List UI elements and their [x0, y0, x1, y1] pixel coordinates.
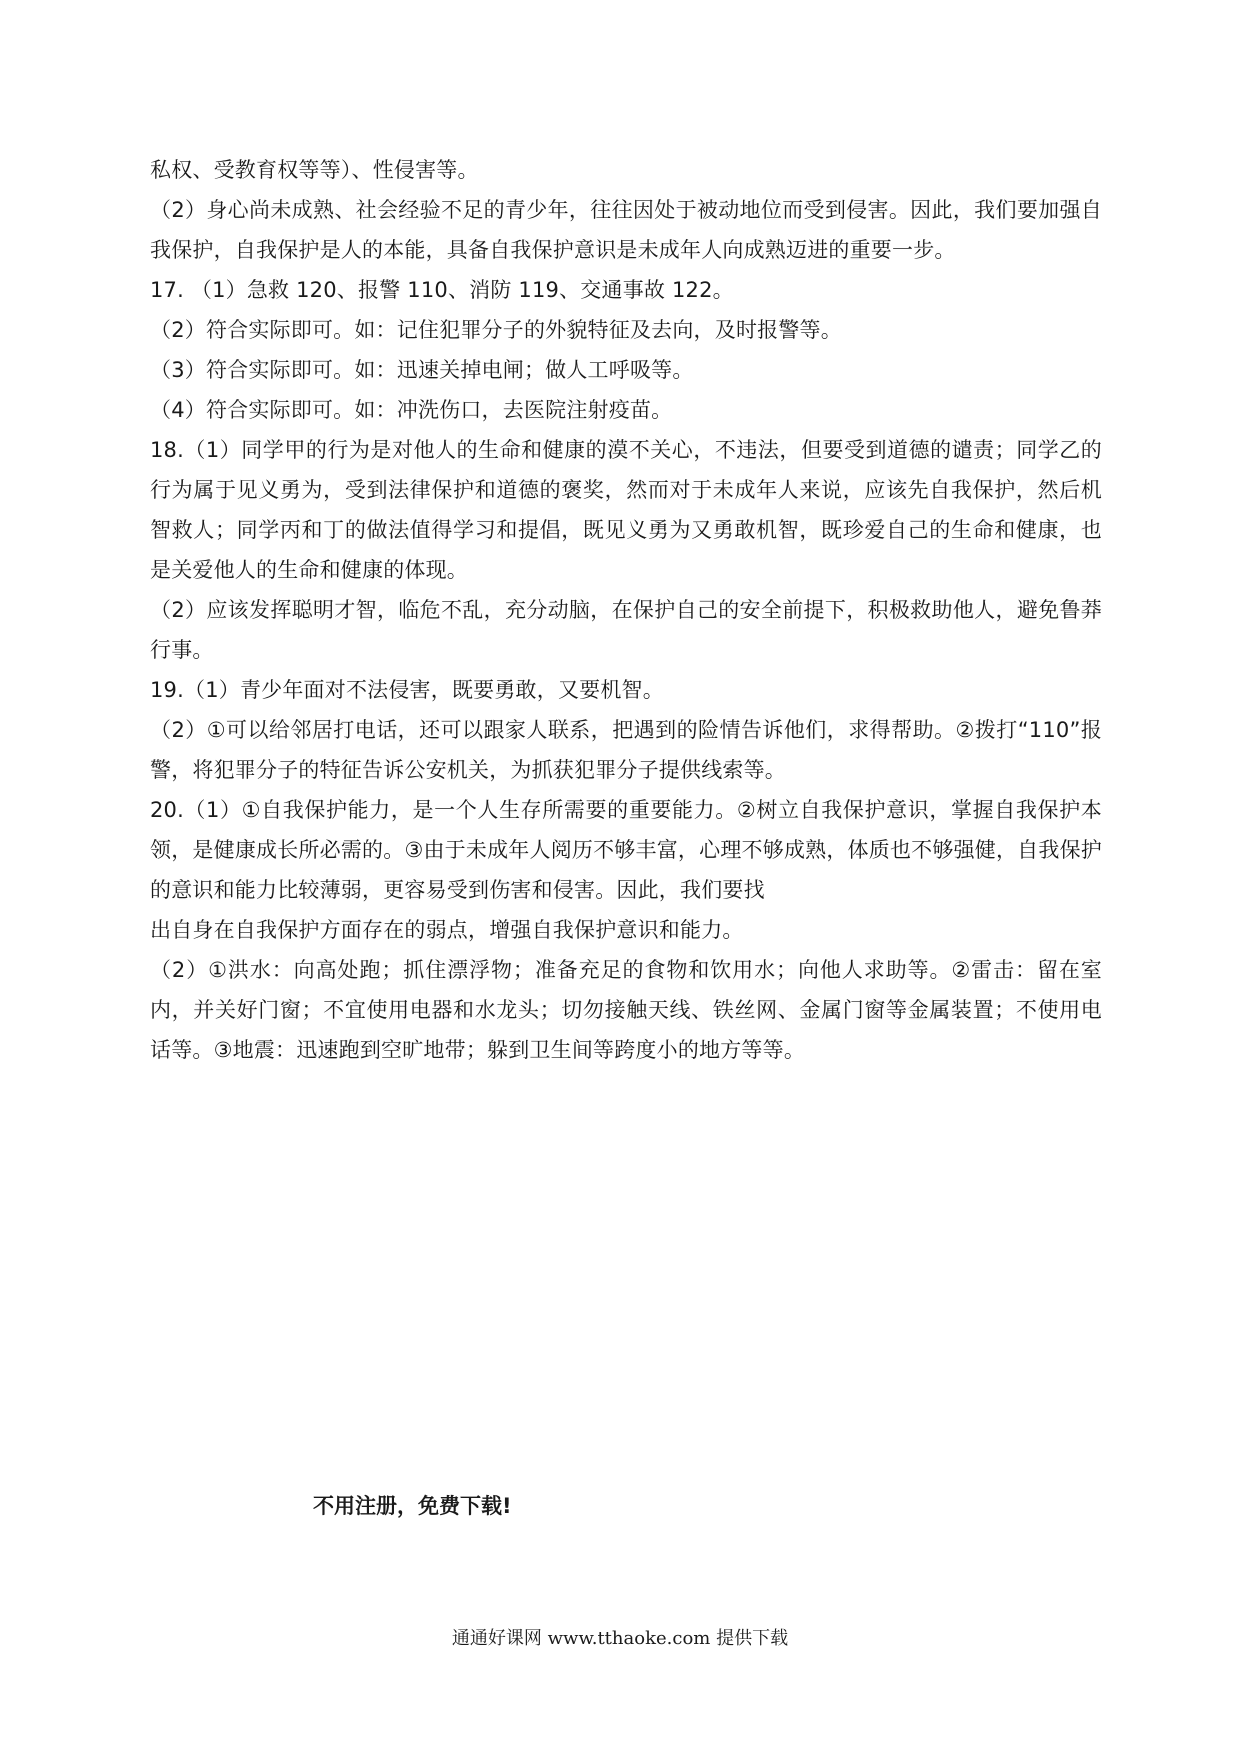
promo-text: 不用注册，免费下载! — [313, 1494, 512, 1518]
paragraph-q18-2: （2）应该发挥聪明才智，临危不乱，充分动脑，在保护自己的安全前提下，积极救助他人，避免鲁莽行事。 — [150, 598, 1102, 662]
paragraph-q17-1: 17. （1）急救 120、报警 110、消防 119、交通事故 122。 — [150, 278, 734, 302]
paragraph-q17-3: （3）符合实际即可。如：迅速关掉电闸；做人工呼吸等。 — [150, 358, 694, 382]
paragraph-self-protection: （2）身心尚未成熟、社会经验不足的青少年，往往因处于被动地位而受到侵害。因此，我们要加强自我保护，自我保护是人的本能，具备自我保护意识是未成年人向成熟迈进的重要一步。 — [150, 198, 1102, 262]
paragraph-q17-2: （2）符合实际即可。如：记住犯罪分子的外貌特征及去向，及时报警等。 — [150, 318, 842, 342]
paragraph-privacy-rights: 私权、受教育权等等）、性侵害等。 — [150, 158, 479, 182]
paragraph-q20-1: 20.（1）①自我保护能力，是一个人生存所需要的重要能力。②树立自我保护意识，掌握自我保护本领，是健康成长所必需的。③由于未成年人阅历不够丰富，心理不够成熟，体质也不够强健，自我保护的意识和能力比较薄弱，更容易受到伤害和侵害。因此，我们要找 — [150, 798, 1102, 902]
footer-text: 通通好课网 www.tthaoke.com 提供下载 — [451, 1628, 789, 1649]
answer-text — [150, 150, 1102, 1070]
paragraph-q19-1: 19.（1）青少年面对不法侵害，既要勇敢，又要机智。 — [150, 678, 664, 702]
paragraph-q20-1-cont: 出自身在自我保护方面存在的弱点，增强自我保护意识和能力。 — [150, 918, 744, 942]
paragraph-q20-2: （2）①洪水：向高处跑；抓住漂浮物；准备充足的食物和饮用水；向他人求助等。②雷击：留在室内，并关好门窗；不宜使用电器和水龙头；切勿接触天线、铁丝网、金属门窗等金属装置；不使用电话等。③地震：迅速跑到空旷地带；躲到卫生间等跨度小的地方等等。 — [150, 958, 1102, 1062]
paragraph-q19-2: （2）①可以给邻居打电话，还可以跟家人联系，把遇到的险情告诉他们，求得帮助。②拨打“110”报警，将犯罪分子的特征告诉公安机关，为抓获犯罪分子提供线索等。 — [150, 718, 1102, 782]
paragraph-q17-4: （4）符合实际即可。如：冲洗伤口，去医院注射疫苗。 — [150, 398, 673, 422]
paragraph-q18-1: 18.（1）同学甲的行为是对他人的生命和健康的漠不关心，不违法，但要受到道德的谴责；同学乙的行为属于见义勇为，受到法律保护和道德的褒奖，然而对于未成年人来说，应该先自我保护，然后机智救人；同学丙和丁的做法值得学习和提倡，既见义勇为又勇敢机智，既珍爱自己的生命和健康，也是关爱他人的生命和健康的体现。 — [150, 438, 1102, 582]
